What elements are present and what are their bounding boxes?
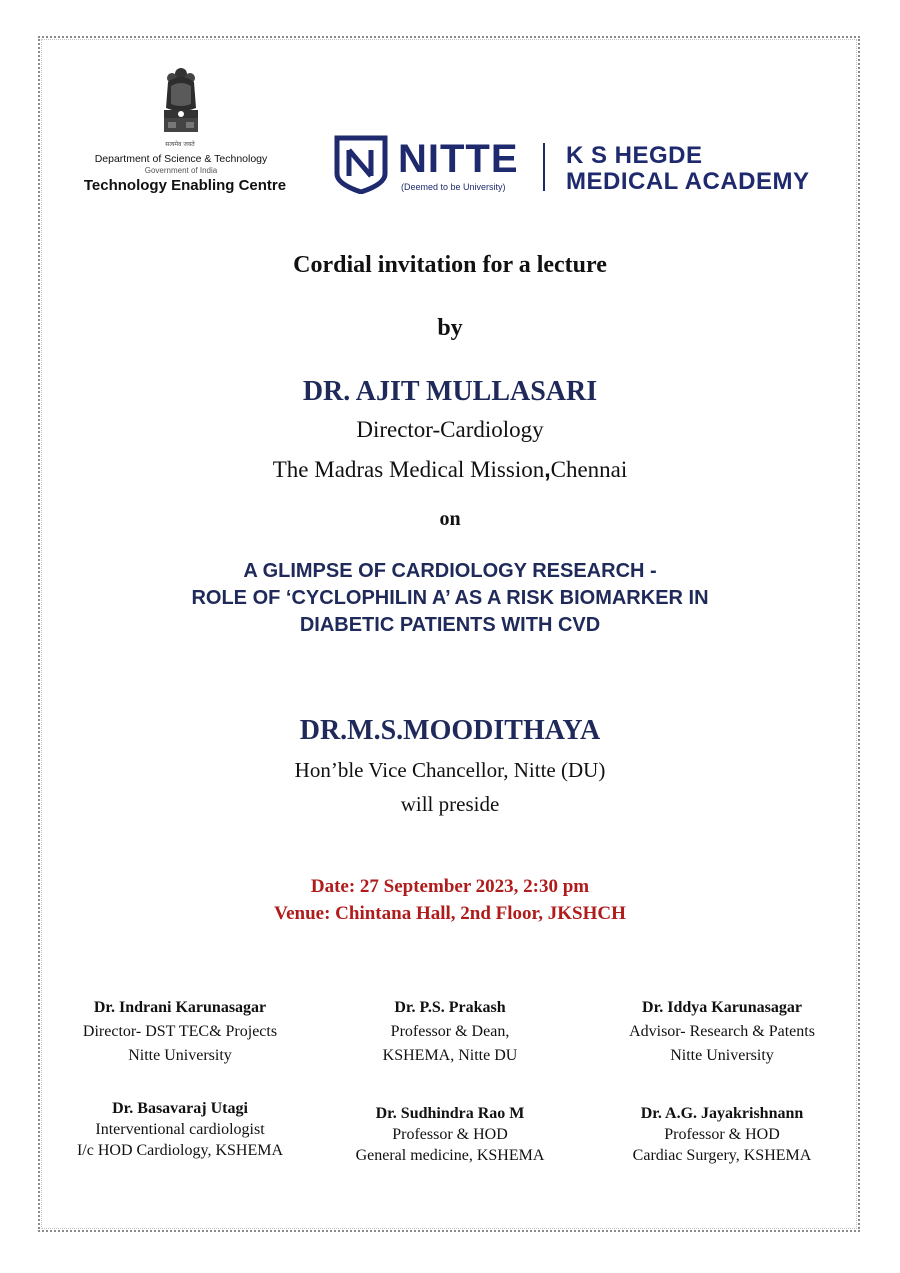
speaker-city: Chennai: [550, 457, 628, 482]
topic-line-2: ROLE OF ‘CYCLOPHILIN A’ AS A RISK BIOMARKER IN: [191, 587, 709, 609]
lecture-topic: [0, 558, 900, 639]
nitte-wordmark: NITTE: [398, 137, 519, 181]
signatory-name: Dr. A.G. Jayakrishnann: [640, 1105, 804, 1122]
signatory-affiliation: Nitte University: [670, 1047, 774, 1064]
signatory-card: [320, 1103, 580, 1166]
nitte-logo-icon: [333, 134, 389, 194]
signatory-name: Dr. P.S. Prakash: [394, 999, 506, 1016]
signatory-role: Professor & Dean,: [390, 1023, 510, 1040]
logo-divider: [543, 143, 545, 191]
signatory-affiliation: I/c HOD Cardiology, KSHEMA: [76, 1142, 284, 1159]
signatory-role: Professor & HOD: [392, 1126, 508, 1143]
presider-title: Hon’ble Vice Chancellor, Nitte (DU): [294, 758, 606, 782]
signatory-affiliation: Cardiac Surgery, KSHEMA: [632, 1147, 812, 1164]
event-date: Date: 27 September 2023, 2:30 pm: [310, 876, 590, 897]
national-emblem-icon: [158, 66, 204, 140]
invitation-heading: Cordial invitation for a lecture: [293, 252, 607, 278]
signatory-card: [590, 996, 854, 1068]
signatory-name: Dr. Sudhindra Rao M: [375, 1105, 525, 1122]
signatory-affiliation: Nitte University: [128, 1047, 232, 1064]
signatory-role: Director- DST TEC& Projects: [82, 1023, 278, 1040]
signatory-role: Professor & HOD: [664, 1126, 780, 1143]
signatory-role: Advisor- Research & Patents: [629, 1023, 815, 1040]
signatory-card: [320, 996, 580, 1068]
signatory-affiliation: KSHEMA, Nitte DU: [382, 1047, 518, 1064]
speaker-title: Director-Cardiology: [356, 417, 544, 442]
on-label: on: [439, 508, 461, 530]
event-venue: Venue: Chintana Hall, 2nd Floor, JKSHCH: [274, 903, 626, 924]
signatory-card: [50, 996, 310, 1068]
speaker-name: DR. AJIT MULLASARI: [302, 376, 598, 407]
topic-line-1: A GLIMPSE OF CARDIOLOGY RESEARCH -: [243, 560, 657, 582]
presider-role: will preside: [400, 792, 500, 816]
dst-department: Department of Science & Technology: [94, 153, 268, 165]
by-label: by: [437, 315, 463, 341]
speaker-institution: [0, 456, 900, 483]
nitte-deemed: (Deemed to be University): [401, 182, 506, 192]
signatory-name: Dr. Basavaraj Utagi: [112, 1100, 248, 1117]
signatory-affiliation: General medicine, KSHEMA: [355, 1147, 545, 1164]
signatory-name: Dr. Iddya Karunasagar: [642, 999, 802, 1016]
speaker-comma: ,: [544, 456, 551, 482]
dst-government: Government of India: [144, 166, 218, 175]
signatory-card: [590, 1103, 854, 1166]
topic-line-3: DIABETIC PATIENTS WITH CVD: [299, 614, 601, 636]
signatory-role: Interventional cardiologist: [95, 1121, 265, 1138]
dst-centre: Technology Enabling Centre: [83, 177, 287, 194]
presider-name: DR.M.S.MOODITHAYA: [299, 715, 601, 746]
signatory-card: [50, 1098, 310, 1161]
academy-name-line1: K S HEGDE: [566, 142, 703, 169]
academy-name-line2: MEDICAL ACADEMY: [566, 168, 810, 195]
emblem-motto: सत्यमेव जयते: [165, 141, 195, 148]
speaker-institution-name: The Madras Medical Mission: [272, 457, 545, 482]
signatory-name: Dr. Indrani Karunasagar: [93, 999, 267, 1016]
